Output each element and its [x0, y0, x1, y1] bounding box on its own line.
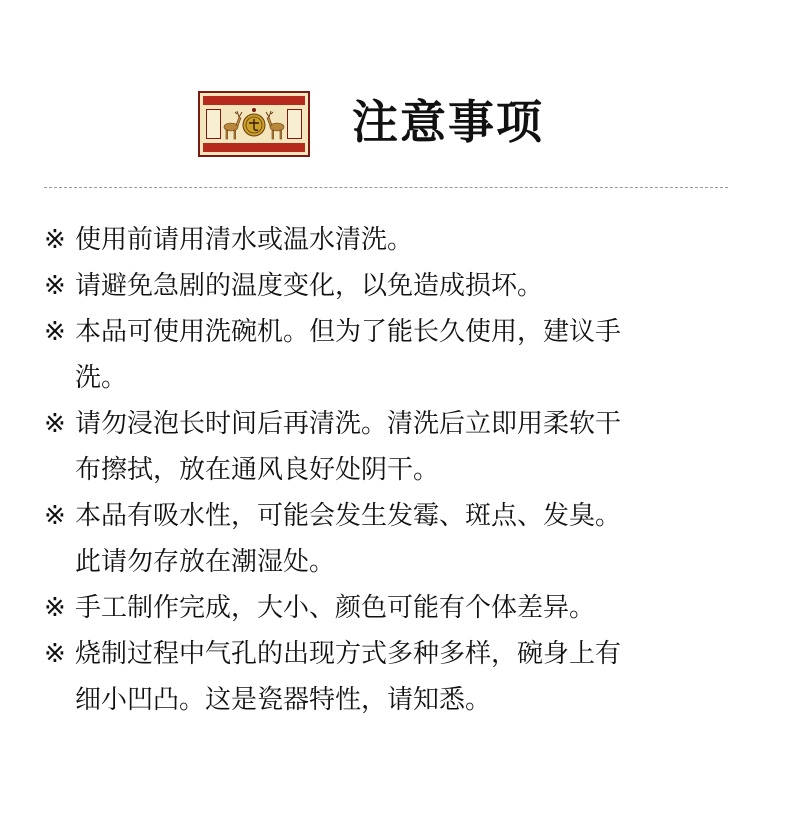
list-item	[44, 263, 744, 309]
header	[0, 88, 790, 158]
list-item	[44, 677, 744, 723]
note-mark: ※	[44, 501, 66, 531]
list-item	[44, 539, 744, 585]
note-text: 本品有吸水性，可能会发生发霉、斑点、发臭。	[75, 501, 622, 531]
note-mark: ※	[44, 639, 66, 669]
logo-right-panel	[287, 109, 302, 139]
list-item	[44, 493, 744, 539]
deer-emblem-icon	[220, 105, 288, 143]
list-item	[44, 355, 744, 401]
dashed-divider	[44, 187, 728, 188]
notes-list	[44, 217, 744, 723]
note-text: 请勿浸泡长时间后再清洗。清洗后立即用柔软干	[75, 409, 622, 439]
note-text: 手工制作完成，大小、颜色可能有个体差异。	[75, 593, 596, 623]
note-mark	[44, 539, 75, 585]
note-mark	[44, 355, 75, 401]
note-mark	[44, 447, 75, 493]
page-title: 注意事项	[352, 95, 544, 149]
logo-bottom-band	[203, 143, 305, 152]
note-mark: ※	[44, 593, 66, 623]
list-item	[44, 309, 744, 355]
note-text: 烧制过程中气孔的出现方式多种多样，碗身上有	[75, 639, 622, 669]
list-item	[44, 585, 744, 631]
note-mark: ※	[44, 225, 66, 255]
note-mark: ※	[44, 317, 66, 347]
note-mark: ※	[44, 271, 66, 301]
note-mark	[44, 677, 75, 723]
list-item	[44, 217, 744, 263]
logo-top-band	[203, 96, 305, 105]
note-mark: ※	[44, 409, 66, 439]
list-item	[44, 401, 744, 447]
note-text: 使用前请用清水或温水清洗。	[75, 225, 414, 255]
brand-logo	[198, 91, 310, 157]
list-item	[44, 447, 744, 493]
note-text: 此请勿存放在潮湿处。	[75, 547, 336, 577]
logo-left-panel	[206, 109, 221, 139]
note-text: 请避免急剧的温度变化，以免造成损坏。	[75, 271, 544, 301]
list-item	[44, 631, 744, 677]
note-text: 洗。	[75, 363, 128, 393]
note-text: 布擦拭，放在通风良好处阴干。	[75, 455, 440, 485]
note-text: 细小凹凸。这是瓷器特性，请知悉。	[75, 685, 492, 715]
note-text: 本品可使用洗碗机。但为了能长久使用，建议手	[75, 317, 622, 347]
